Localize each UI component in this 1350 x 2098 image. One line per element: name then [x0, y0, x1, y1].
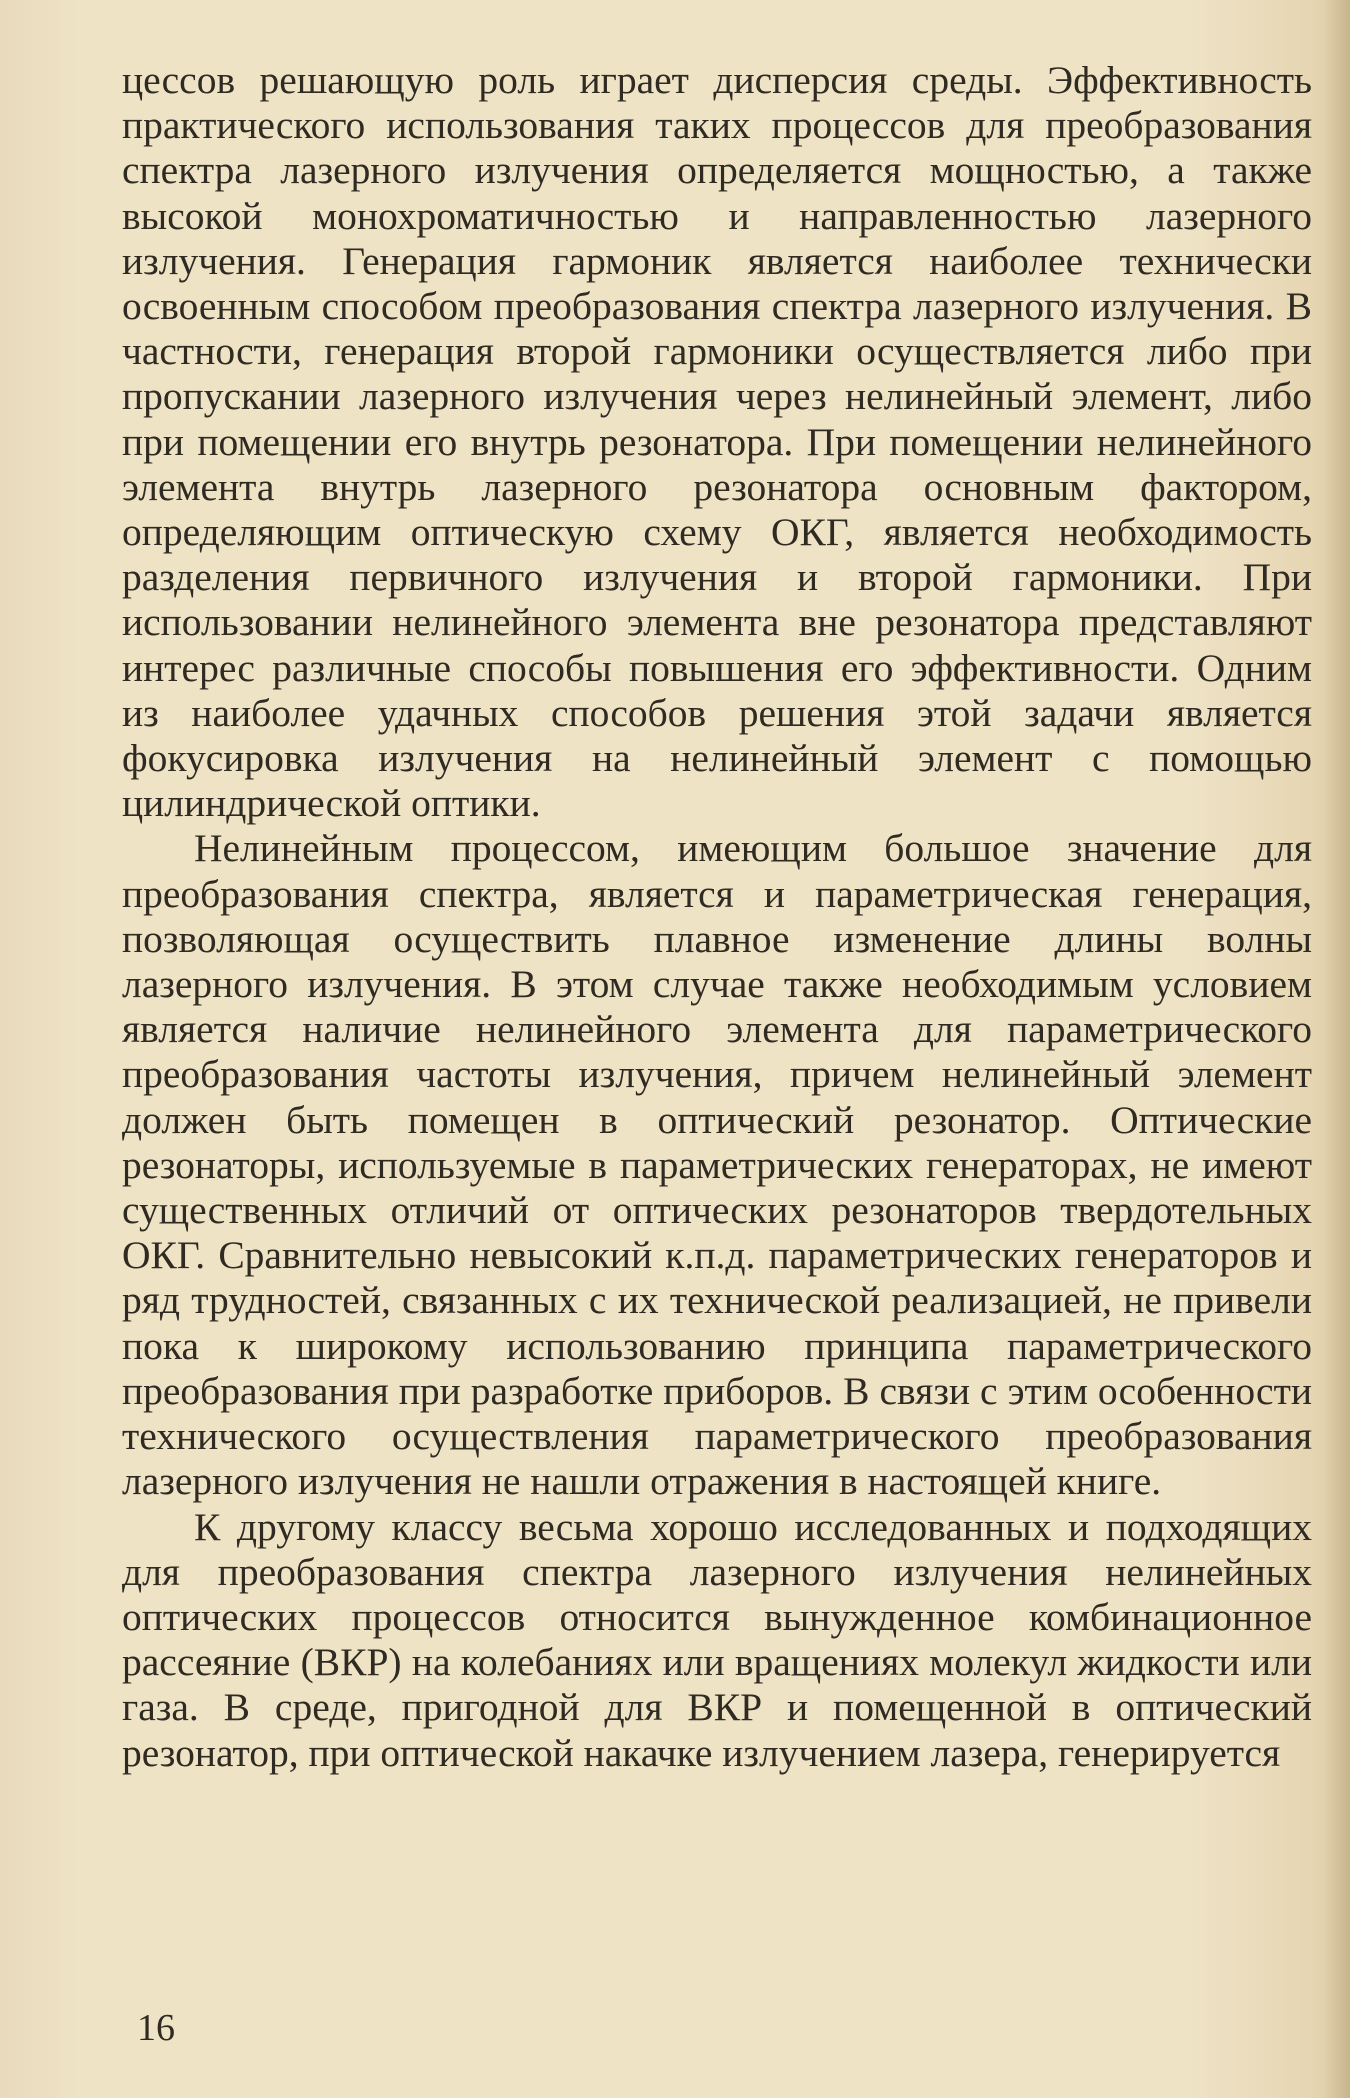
- page-number: 16: [137, 2007, 175, 2049]
- paragraph-1: цессов решающую роль играет дисперсия среды. Эффективность практического использования таких процессов для преобразования спектра лазерного излучения определяется мощностью, а также высокой монохроматичностью и направленностью лазерного излучения. Генерация гармоник является наиболее технически освоенным способом преобразования спектра лазерного излучения. В частности, генерация второй гармоники осуществляется либо при пропускании лазерного излучения через нелинейный элемент, либо при помещении его внутрь резонатора. При помещении нелинейного элемента внутрь лазерного резонатора основным фактором, определяющим оптическую схему ОКГ, является необходимость разделения первичного излучения и второй гармоники. При использовании нелинейного элемента вне резонатора представляют интерес различные способы повышения его эффективности. Одним из наиболее удачных способов решения этой задачи является фокусировка излучения на нелинейный элемент с помощью цилиндрической оптики.: [122, 58, 1312, 826]
- paragraph-3: К другому классу весьма хорошо исследованных и подходящих для преобразования спектра лазерного излучения нелинейных оптических процессов относится вынужденное комбинационное рассеяние (ВКР) на колебаниях или вращениях молекул жидкости или газа. В среде, пригодной для ВКР и помещенной в оптический резонатор, при оптической накачке излучением лазера, генерируется: [122, 1504, 1312, 1775]
- page-binding-shadow: [1324, 0, 1350, 2098]
- paragraph-2: Нелинейным процессом, имеющим большое значение для преобразования спектра, является и параметрическая генерация, позволяющая осуществить плавное изменение длины волны лазерного излучения. В этом случае также необходимым условием является наличие нелинейного элемента для параметрического преобразования частоты излучения, причем нелинейный элемент должен быть помещен в оптический резонатор. Оптические резонаторы, используемые в параметрических генераторах, не имеют существенных отличий от оптических резонаторов твердотельных ОКГ. Сравнительно невысокий к.п.д. параметрических генераторов и ряд трудностей, связанных с их технической реализацией, не привели пока к широкому использованию принципа параметрического преобразования при разработке приборов. В связи с этим особенности технического осуществления параметрического преобразования лазерного излучения не нашли отражения в настоящей книге.: [122, 826, 1312, 1504]
- body-text: [122, 58, 1312, 1776]
